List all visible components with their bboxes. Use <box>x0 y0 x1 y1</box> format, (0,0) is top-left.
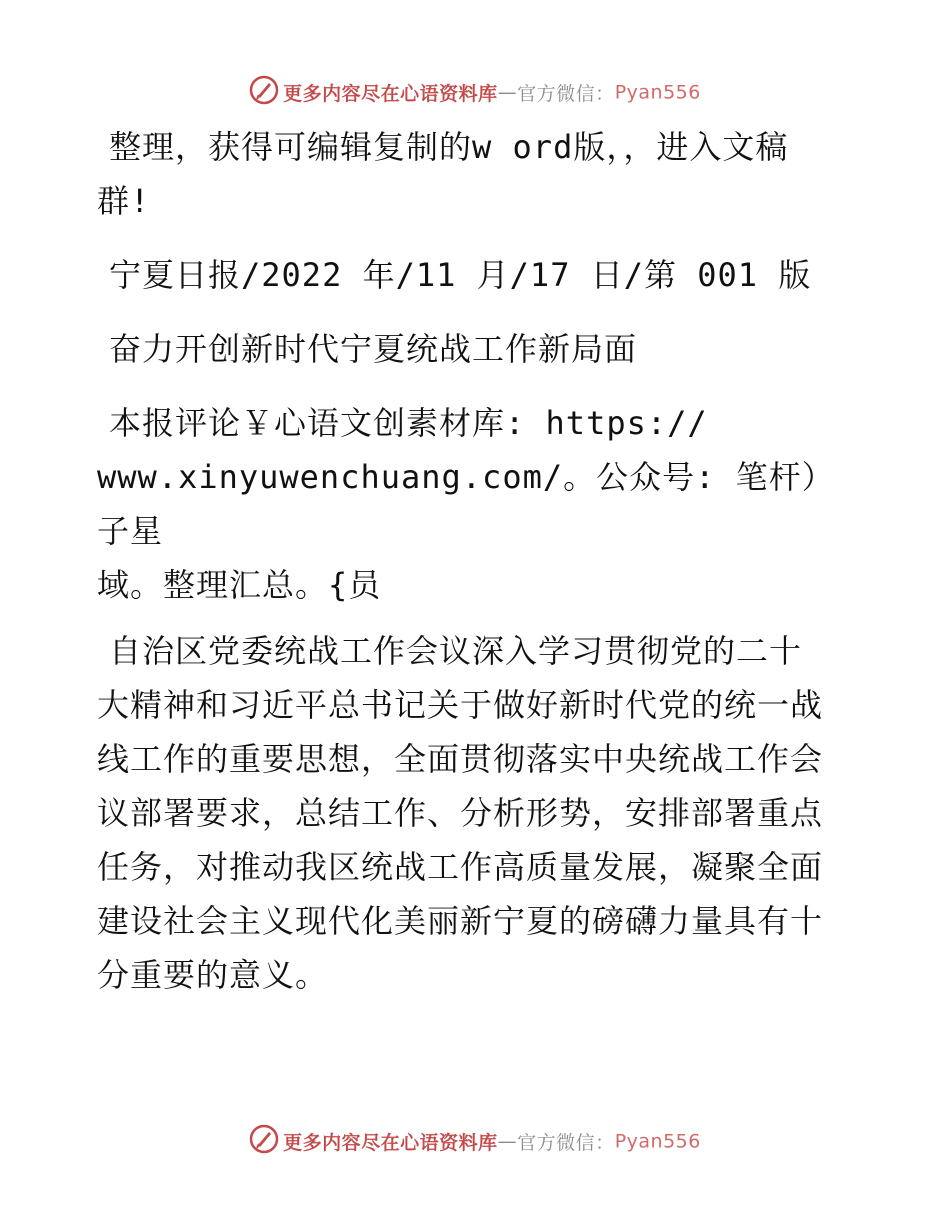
watermark-label: 官方微信： <box>517 1132 615 1154</box>
body-line-2: 大精神和习近平总书记关于做好新时代党的统一战 <box>97 686 824 724</box>
watermark-main-text: 更多内容尽在心语资料库 <box>283 1132 498 1154</box>
quill-seal-icon <box>249 75 279 110</box>
watermark-label: 官方微信： <box>517 83 615 105</box>
quill-seal-icon <box>249 1124 279 1159</box>
body-line-5: 任务，对推动我区统战工作高质量发展，凝聚全面 <box>97 848 824 886</box>
body-line-3: 线工作的重要思想，全面贯彻落实中央统战工作会 <box>97 740 824 778</box>
watermark-id: Pyan556 <box>614 1130 701 1153</box>
body-line-7: 分重要的意义。 <box>97 956 329 994</box>
header-watermark <box>0 75 950 110</box>
document-body <box>97 120 857 1002</box>
watermark-separator: — <box>497 1130 518 1153</box>
watermark-separator: — <box>497 81 518 104</box>
footer-watermark <box>0 1124 950 1159</box>
watermark-id: Pyan556 <box>614 81 701 104</box>
source-line: 宁夏日报/2022 年/11 月/17 日/第 001 版 <box>109 256 812 294</box>
body-line-4: 议部署要求，总结工作、分析形势，安排部署重点 <box>97 794 824 832</box>
byline-line-2: www.xinyuwenchuang.com/。公众号: 笔杆）子星 <box>97 458 835 550</box>
intro-line-1: 整理，获得可编辑复制的w ord版，，进入文稿 <box>109 128 789 166</box>
intro-line-2: 群! <box>97 182 151 220</box>
headline: 奋力开创新时代宁夏统战工作新局面 <box>109 330 638 368</box>
byline-line-3: 域。整理汇总。{员 <box>97 566 382 604</box>
body-line-1: 自治区党委统战工作会议深入学习贯彻党的二十 <box>109 632 803 670</box>
watermark-main-text: 更多内容尽在心语资料库 <box>283 83 498 105</box>
byline-line-1: 本报评论￥心语文创素材库: https:// <box>109 404 708 442</box>
body-line-6: 建设社会主义现代化美丽新宁夏的磅礴力量具有十 <box>97 902 824 940</box>
